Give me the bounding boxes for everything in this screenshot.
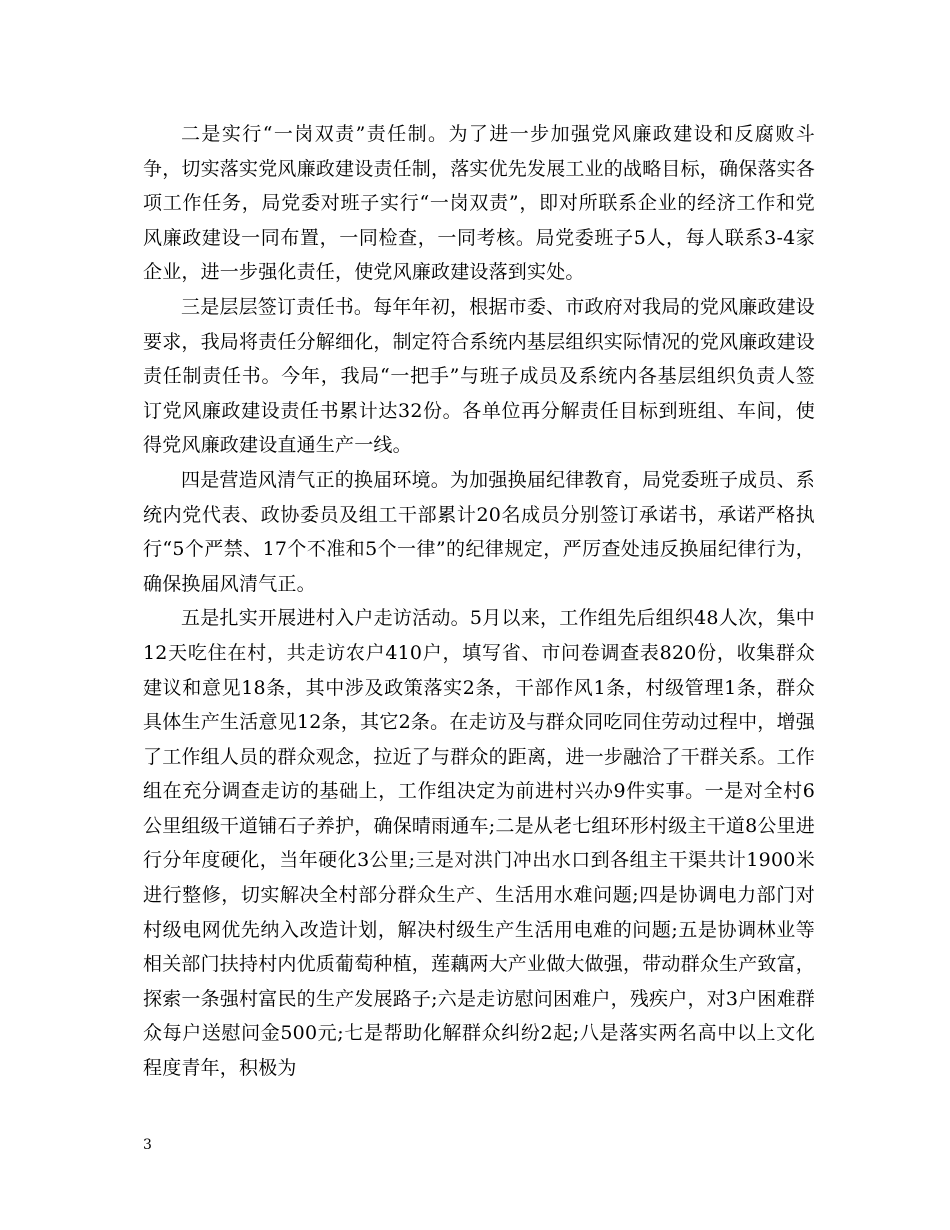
- paragraph-responsibility-system: 二是实行“一岗双责”责任制。为了进一步加强党风廉政建设和反腐败斗争，切实落实党风廉政建设责任制，落实优先发展工业的战略目标，确保落实各项工作任务，局党委对班子实行“一岗双责”，即对所联系企业的经济工作和党风廉政建设一同布置，一同检查，一同考核。局党委班子5人，每人联系3-4家企业，进一步强化责任，使党风廉政建设落到实处。: [143, 123, 816, 284]
- paragraph-village-visits: 五是扎实开展进村入户走访活动。5月以来，工作组先后组织48人次，集中12天吃住在村，共走访农户410户，填写省、市问卷调查表820份，收集群众建议和意见18条，其中涉及政策落实2条，干部作风1条，村级管理1条，群众具体生产生活意见12条，其它2条。在走访及与群众同吃同住劳动过程中，增强了工作组人员的群众观念，拉近了与群众的距离，进一步融洽了干群关系。工作组在充分调查走访的基础上，工作组决定为前进村兴办9件实事。一是对全村6公里组级干道铺石子养护，确保晴雨通车;二是从老七组环形村级主干道8公里进行分年度硬化，当年硬化3公里;三是对洪门冲出水口到各组主干渠共计1900米进行整修，切实解决全村部分群众生产、生活用水难问题;四是协调电力部门对村级电网优先纳入改造计划，解决村级生产生活用电难的问题;五是协调林业等相关部门扶持村内优质葡萄种植，莲藕两大产业做大做强，带动群众生产致富，探索一条强村富民的生产发展路子;六是走访慰问困难户，残疾户，对3户困难群众每户送慰问金500元;七是帮助化解群众纠纷2起;八是落实两名高中以上文化程度青年，积极为: [143, 607, 816, 1080]
- paragraph-election-environment: 四是营造风清气正的换届环境。为加强换届纪律教育，局党委班子成员、系统内党代表、政协委员及组工干部累计20名成员分别签订承诺书，承诺严格执行“5个严禁、17个不准和5个一律”的纪律规定，严厉查处违反换届纪律行为，确保换届风清气正。: [143, 468, 815, 595]
- page-number: 3: [143, 1137, 152, 1153]
- paragraph-responsibility-letter: 三是层层签订责任书。每年年初，根据市委、市政府对我局的党风廉政建设要求，我局将责任分解细化，制定符合系统内基层组织实际情况的党风廉政建设责任制责任书。今年，我局“一把手”与班子成员及系统内各基层组织负责人签订党风廉政建设责任书累计达32份。各单位再分解责任目标到班组、车间，使得党风廉政建设直通生产一线。: [143, 295, 816, 457]
- document-body: [143, 117, 815, 1086]
